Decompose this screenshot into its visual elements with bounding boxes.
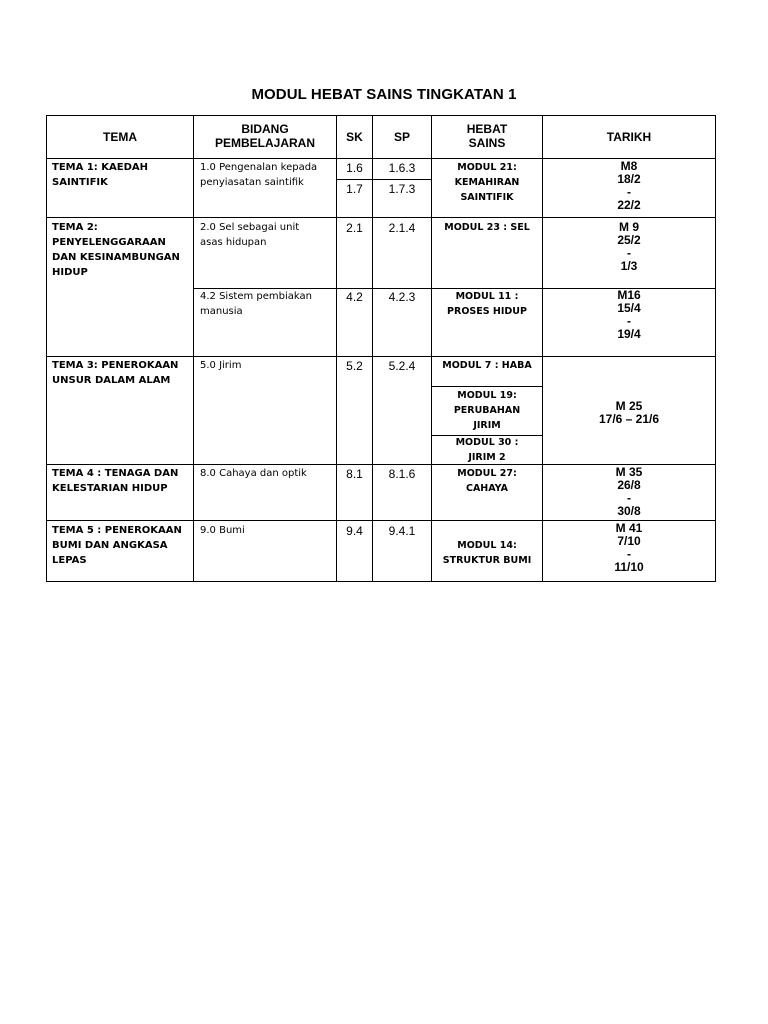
row-1-sk-a: 1.6: [346, 161, 363, 175]
row-2-bidang: 2.0 Sel sebagai unit asas hidupan: [200, 222, 300, 248]
header-hebat-sains: HEBAT SAINS: [466, 122, 508, 150]
row-5-sp: 8.1.6: [388, 467, 416, 481]
row-4-modul-b: MODUL 19: PERUBAHAN JIRIM: [453, 390, 521, 431]
row-6-sk: 9.4: [346, 524, 363, 538]
row-6-modul: MODUL 14: STRUKTUR BUMI: [442, 540, 532, 566]
header-tema: TEMA: [103, 130, 137, 144]
row-6-tema: TEMA 5 : PENEROKAAN BUMI DAN ANGKASA LEPAS: [52, 525, 182, 566]
row-6-sp: 9.4.1: [388, 524, 416, 538]
row-4-sp: 5.2.4: [388, 359, 416, 373]
row-3-sp: 4.2.3: [388, 290, 416, 304]
row-5-bidang: 8.0 Cahaya dan optik: [200, 468, 307, 479]
row-1-sk-b: 1.7: [346, 182, 363, 196]
header-bidang: BIDANG PEMBELAJARAN: [214, 122, 315, 150]
row-3-modul: MODUL 11 : PROSES HIDUP: [447, 291, 527, 317]
row-2-sk: 2.1: [346, 221, 363, 235]
header-sp: SP: [393, 130, 410, 144]
row-5-tarikh: M 35 26/8 - 30/8: [615, 465, 643, 518]
row-2-tema: TEMA 2: PENYELENGGARAAN DAN KESINAMBUNGAN HIDUP: [52, 222, 180, 278]
row-2-modul: MODUL 23 : SEL: [444, 222, 530, 233]
row-4-tarikh: M 25 17/6 – 21/6: [598, 399, 660, 426]
row-3-tarikh: M16 15/4 - 19/4: [617, 288, 641, 341]
row-3-bidang: 4.2 Sistem pembiakan manusia: [200, 291, 312, 317]
row-1-bidang: 1.0 Pengenalan kepada penyiasatan saintifik: [200, 162, 318, 188]
row-4-sk: 5.2: [346, 359, 363, 373]
row-1-tarikh: M8 18/2 - 22/2: [617, 159, 641, 212]
row-3-sk: 4.2: [346, 290, 363, 304]
row-4-tema: TEMA 3: PENEROKAAN UNSUR DALAM ALAM: [52, 360, 179, 386]
header-tarikh: TARIKH: [606, 130, 652, 144]
row-5-tema: TEMA 4 : TENAGA DAN KELESTARIAN HIDUP: [52, 468, 179, 494]
row-1-tema: TEMA 1: KAEDAH SAINTIFIK: [52, 162, 148, 188]
row-4-bidang: 5.0 Jirim: [200, 360, 242, 371]
row-1-modul: MODUL 21: KEMAHIRAN SAINTIFIK: [454, 162, 520, 203]
row-5-sk: 8.1: [346, 467, 363, 481]
row-6-bidang: 9.0 Bumi: [200, 525, 245, 536]
row-2-sp: 2.1.4: [388, 221, 416, 235]
row-1-sp-a: 1.6.3: [388, 161, 416, 175]
row-4-modul-a: MODUL 7 : HABA: [442, 360, 532, 371]
row-4-modul-c: MODUL 30 : JIRIM 2: [455, 437, 519, 463]
document-title: MODUL HEBAT SAINS TINGKATAN 1: [251, 86, 517, 103]
row-2-tarikh: M 9 25/2 - 1/3: [617, 220, 641, 273]
row-5-modul: MODUL 27: CAHAYA: [457, 468, 517, 494]
header-sk: SK: [346, 130, 363, 144]
row-6-tarikh: M 41 7/10 - 11/10: [614, 521, 644, 574]
row-1-sp-b: 1.7.3: [388, 182, 416, 196]
